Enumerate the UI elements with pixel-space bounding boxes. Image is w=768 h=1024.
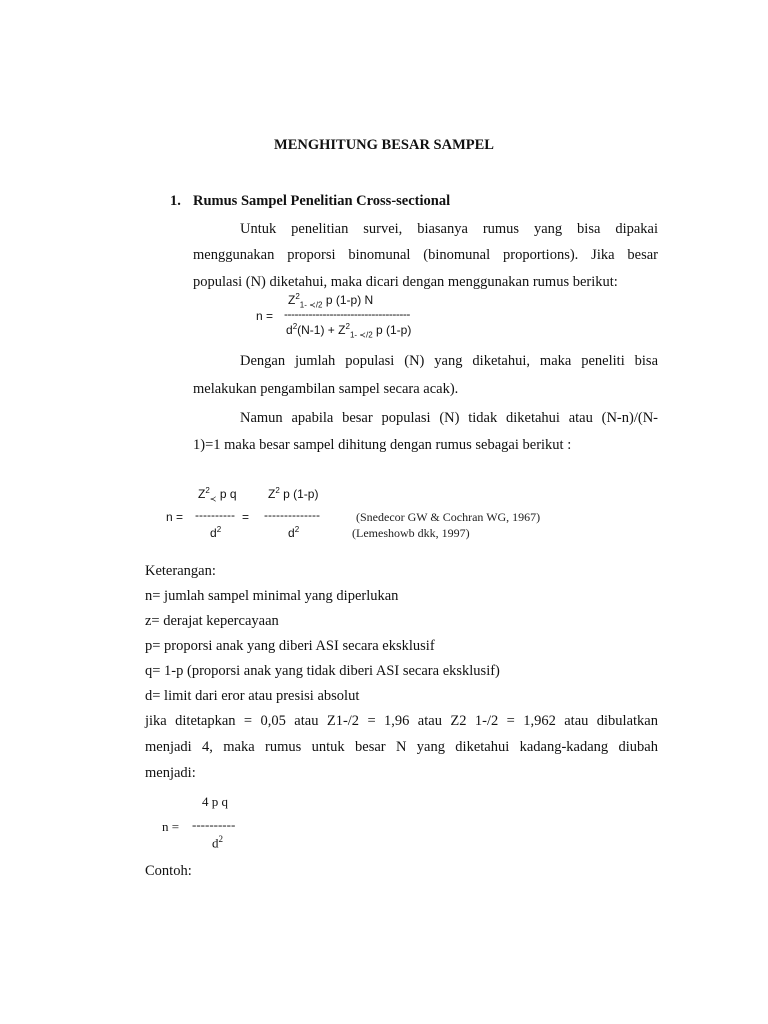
contoh-label: Contoh:: [145, 863, 192, 879]
formula2-reference-2: (Lemeshowb dkk, 1997): [352, 526, 470, 540]
formula2-numerator-left: $Z^2_≺$ p q: [198, 486, 237, 504]
formula3-n-equals: n =: [162, 819, 180, 834]
formula3-fraction-line: ----------: [192, 817, 236, 832]
formula3-numerator: 4 p q: [202, 794, 228, 809]
keterangan-item: d= limit dari eror atau presisi absolut: [145, 688, 360, 704]
para4-line3: menjadi:: [145, 765, 196, 781]
para4-line2: menjadi 4, maka rumus untuk besar N yang diketahui kadang-kadang diubah: [145, 739, 658, 755]
formula2-denominator-left: $d^2$: [210, 525, 222, 540]
formula2-numerator-right: $Z^2$ p (1-p): [268, 486, 319, 501]
keterangan-item: z= derajat kepercayaan: [145, 613, 279, 629]
keterangan-item: p= proporsi anak yang diberi ASI secara eksklusif: [145, 638, 435, 654]
formula2-fraction-line-left: ----------: [195, 508, 235, 522]
para1-line2: menggunakan proporsi binomunal (binomunal proportions). Jika besar: [193, 247, 658, 263]
para3-line1: Namun apabila besar populasi (N) tidak diketahui atau (N-n)/(N-: [240, 410, 658, 426]
formula1-denominator: $d^2(N-1) + Z^2_{1- ≺/2}$ p (1-p): [286, 322, 412, 340]
para2-line2: melakukan pengambilan sampel secara acak).: [193, 381, 459, 397]
page-title: MENGHITUNG BESAR SAMPEL: [274, 137, 494, 153]
formula2-fraction-line-right: --------------: [264, 508, 320, 522]
para2-line1: Dengan jumlah populasi (N) yang diketahui, maka peneliti bisa: [240, 353, 658, 369]
keterangan-item: n= jumlah sampel minimal yang diperlukan: [145, 588, 399, 604]
formula2-n-equals: n =: [166, 510, 184, 524]
formula2-reference-1: (Snedecor GW & Cochran WG, 1967): [356, 510, 541, 524]
section-heading: Rumus Sampel Penelitian Cross-sectional: [193, 193, 451, 209]
formula1-n-equals: n =: [256, 309, 274, 323]
formula1-numerator: $Z^2_{1- ≺/2}$ p (1-p) N: [288, 292, 374, 310]
formula3-denominator: $d^2$: [212, 834, 223, 851]
section-number: 1.: [170, 193, 181, 209]
keterangan-heading: Keterangan:: [145, 563, 216, 579]
formula2-equals-sign: =: [242, 510, 250, 524]
formula1-fraction-line: ------------------------------------: [284, 307, 410, 321]
para4-line1: jika ditetapkan = 0,05 atau Z1-/2 = 1,96 atau Z2 1-/2 = 1,962 atau dibulatkan: [145, 713, 658, 729]
para1-line3: populasi (N) diketahui, maka dicari dengan menggunakan rumus berikut:: [193, 274, 618, 290]
para1-line1: Untuk penelitian survei, biasanya rumus yang bisa dipakai: [240, 221, 658, 237]
keterangan-item: q= 1-p (proporsi anak yang tidak diberi ASI secara eksklusif): [145, 663, 500, 679]
formula2-denominator-right: $d^2$: [288, 525, 300, 540]
para3-line2: 1)=1 maka besar sampel dihitung dengan rumus sebagai berikut :: [193, 437, 572, 453]
